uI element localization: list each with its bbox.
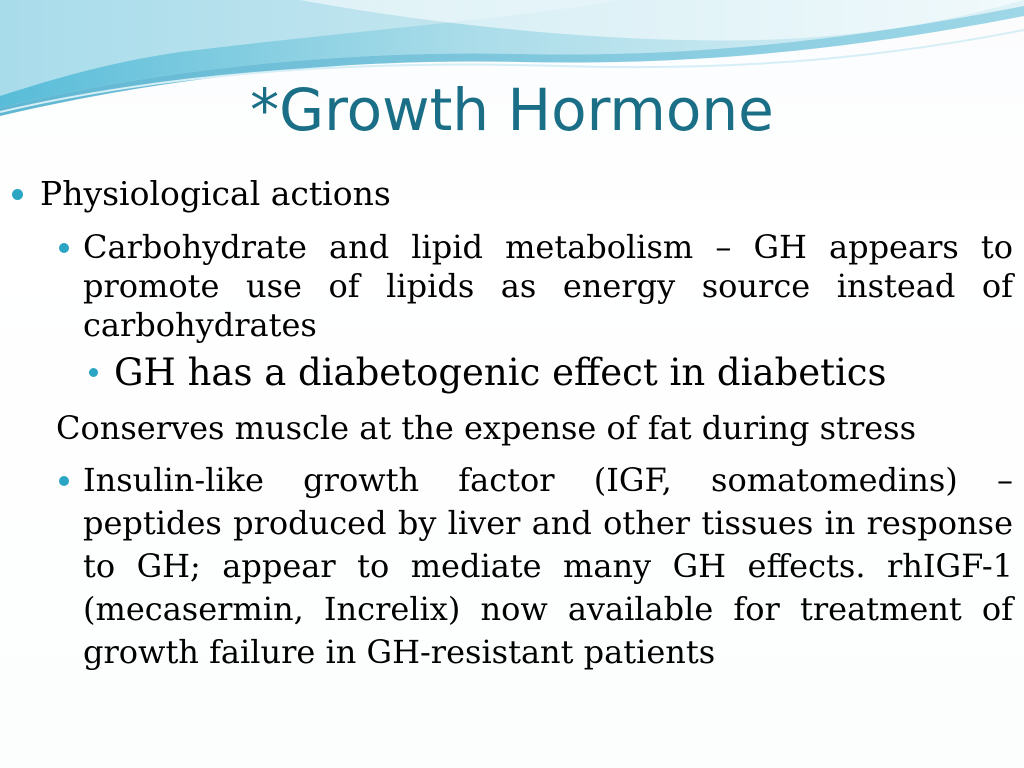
bullet-text: Physiological actions — [40, 174, 391, 213]
bullet-dot-icon — [59, 476, 69, 486]
bullet-item-level2 — [83, 459, 1013, 674]
bullet-item-level3 — [114, 350, 887, 396]
bullet-item-level2 — [83, 228, 1013, 345]
bullet-item-level1 — [40, 174, 391, 214]
bullet-text: Carbohydrate and lipid metabolism – GH appears to promote use of lipids as energy source instead of carbohydrates — [83, 228, 1013, 344]
bullet-dot-icon — [12, 189, 23, 200]
bullet-dot-icon — [59, 243, 69, 253]
bullet-text: Insulin-like growth factor (IGF, somatomedins) – peptides produced by liver and other tissues in response to GH; appear to mediate many GH effects. rhIGF-1 (mecasermin, Increlix) now available for treatment of growth failure in GH-resistant patients — [83, 461, 1013, 671]
bullet-text: GH has a diabetogenic effect in diabetics — [114, 351, 887, 394]
paragraph-text-content: Conserves muscle at the expense of fat during stress — [56, 409, 916, 447]
paragraph-text — [56, 408, 916, 448]
slide-title: *Growth Hormone — [250, 76, 774, 144]
bullet-dot-icon — [89, 368, 98, 377]
